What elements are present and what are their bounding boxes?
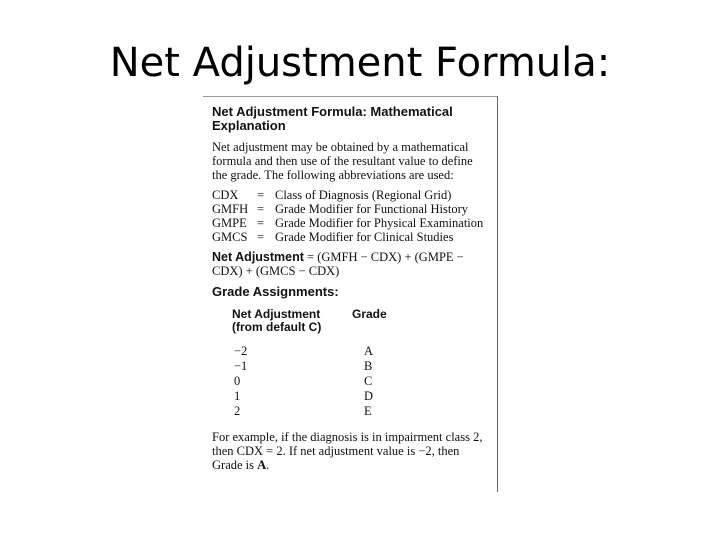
abbreviation-table	[212, 188, 483, 244]
column-header-line-2: (from default C)	[232, 320, 322, 334]
example-paragraph	[212, 430, 490, 472]
grade-table-body	[232, 344, 490, 419]
net-adjustment-formula	[212, 250, 490, 278]
grade-assignments-title: Grade Assignments:	[212, 284, 339, 299]
grade-value: B	[364, 359, 373, 373]
abbreviation-description: Grade Modifier for Functional History	[275, 202, 469, 216]
abbreviation-description: Grade Modifier for Physical Examination	[275, 216, 484, 230]
column-header-line-1: Net Adjustment	[232, 307, 321, 321]
abbreviation-code: GMFH	[212, 202, 249, 216]
example-text-end: .	[266, 458, 270, 472]
document-image	[203, 96, 498, 492]
grade-value: C	[364, 374, 373, 388]
adjustment-value: 0	[234, 374, 241, 388]
grade-row	[232, 389, 490, 404]
grade-row	[232, 404, 490, 419]
document-content	[212, 105, 490, 472]
net-adjustment-column-header	[232, 308, 352, 334]
formula-expression: = (GMFH − CDX) + (GMPE − CDX) + (GMCS − CDX)	[212, 250, 464, 278]
abbreviation-code: GMCS	[212, 230, 248, 244]
grade-value: D	[364, 389, 374, 403]
grade-row	[232, 359, 490, 374]
document-heading	[212, 105, 490, 133]
abbreviation-equals: =	[257, 202, 265, 216]
adjustment-value: 1	[234, 389, 241, 403]
heading-line-1: Net Adjustment Formula: Mathematical	[212, 104, 453, 119]
abbreviation-row	[212, 202, 483, 216]
example-grade: A	[257, 458, 267, 472]
grade-value: E	[364, 404, 372, 418]
grade-value: A	[364, 344, 374, 358]
abbreviation-row	[212, 216, 483, 230]
abbreviation-row	[212, 188, 483, 202]
slide-title: Net Adjustment Formula:	[109, 40, 611, 86]
document-border-right	[497, 96, 498, 492]
grade-row	[232, 374, 490, 389]
abbreviation-row	[212, 230, 483, 244]
abbreviation-code: GMPE	[212, 216, 247, 230]
abbreviation-equals: =	[257, 188, 265, 202]
adjustment-value: 2	[234, 404, 241, 418]
abbreviation-description: Grade Modifier for Clinical Studies	[275, 230, 454, 244]
grade-table-header	[232, 308, 490, 334]
abbreviation-description: Class of Diagnosis (Regional Grid)	[275, 188, 452, 202]
adjustment-value: −2	[234, 344, 248, 358]
grade-row	[232, 344, 490, 359]
abbreviation-equals: =	[257, 230, 265, 244]
example-text: For example, if the diagnosis is in impairment class 2, then CDX = 2. If net adjustment value is −2, then Grade is	[212, 430, 483, 472]
formula-label: Net Adjustment	[212, 250, 304, 264]
document-border-top	[203, 96, 498, 97]
intro-paragraph: Net adjustment may be obtained by a mathematical formula and then use of the resultant value to define the grade. The following abbreviations are used:	[212, 140, 473, 182]
grade-column-header: Grade	[352, 307, 387, 321]
adjustment-value: −1	[234, 359, 248, 373]
abbreviation-code: CDX	[212, 188, 239, 202]
abbreviation-equals: =	[257, 216, 265, 230]
heading-line-2: Explanation	[212, 118, 286, 133]
